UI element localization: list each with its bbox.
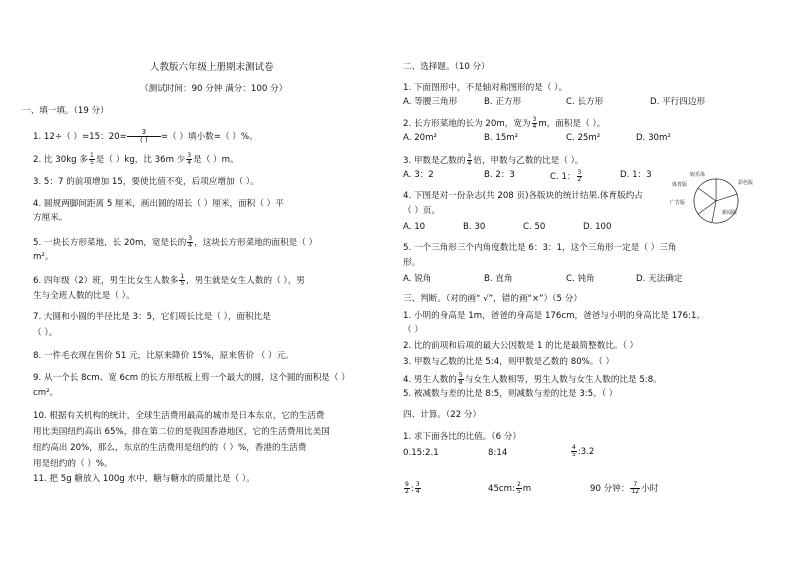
question-6-line2: 生与全班人数的比是（ ）。 [33, 291, 135, 301]
q1-part-b: =（ ）填小数=（ ）%。 [160, 132, 258, 142]
q6-fraction [179, 274, 185, 287]
calc-item-2: 8:14 [488, 448, 508, 458]
choice-4-option-c: C. 50 [523, 222, 546, 232]
calc-6-part-a: 90 分钟： [590, 484, 630, 494]
question-10-line2: 用比美国纽约高出 65%，排在第二位的是我国香港地区，它的生活费用比美国 [33, 427, 330, 437]
choice-question-4-line1: 4. 下图是对一份杂志(共 208 页)各版块的统计结果.体育版约占 [403, 191, 643, 201]
judge-4-frac-num: 5 [458, 372, 463, 379]
pie-label-3: 体育版 [672, 182, 688, 188]
section-heading-judge: 三、判断。（对的画“ √”，错的画“×”）（5 分） [403, 294, 582, 304]
pie-label-4: 彩色版 [738, 180, 754, 186]
calc-4-b-num: 3 [415, 481, 420, 488]
calc-5-frac-num: 2 [516, 481, 521, 488]
q2-part-a: 2. 比 30kg 多 [33, 155, 88, 165]
choice-3-option-a: A. 3：2 [403, 170, 434, 180]
choice-4-option-a: A. 10 [403, 222, 426, 232]
calc-question-1: 1. 求下面各比的比值。（6 分） [403, 432, 521, 442]
q5-frac-num: 3 [188, 235, 193, 242]
q6-part-a: 6. 四年级（2）班，男生比女生人数多 [33, 276, 179, 286]
choice-4-option-d: D. 100 [583, 222, 612, 232]
q2-frac1-num: 1 [89, 152, 94, 159]
choice-5-option-b: B. 直角 [484, 274, 513, 284]
question-9-line1: 9. 从一个长 8cm、宽 6cm 的长方形纸板上剪一个最大的圆，这个圆的面积是（ ） [33, 373, 350, 383]
q5-part-a: 5. 一块长方形菜地，长 20m，宽是长的 [33, 238, 187, 248]
calc-4-fraction-b [415, 482, 421, 495]
question-10-line3: 纽约高出 20%，那么，东京的生活费用是纽约的（ ）%，香港的生活费 [33, 443, 307, 453]
calc-5-part-a: 45cm: [488, 484, 515, 494]
calc-item-3-rest: :3.2 [577, 447, 595, 457]
q1-fraction-num: 3 [127, 129, 161, 137]
question-5-line1 [33, 236, 317, 249]
judge-4-frac-den: 8 [458, 379, 463, 386]
pie-label-2: 新闻版 [722, 210, 738, 216]
question-9-line2: cm²。 [33, 388, 59, 398]
choice-5-option-d: D. 无法确定 [636, 274, 683, 284]
judge-4-fraction [458, 373, 464, 386]
calc-4-a-num: 9 [405, 481, 409, 488]
calc-item-1: 0.15:2.1 [403, 448, 439, 458]
choice-3c-frac-den: 2 [577, 176, 582, 183]
calc-item-6 [590, 482, 658, 495]
calc-6-fraction [630, 482, 640, 495]
calc-3-frac-den: 5 [572, 451, 576, 458]
q2-frac2-den: 4 [187, 159, 192, 166]
choice-1-option-a: A. 等腰三角形 [403, 97, 458, 107]
choice-3-part-b: 倍，甲数与乙数的比是（ ）。 [473, 156, 584, 166]
choice-2-part-a: 2. 长方形菜地的长为 20m，宽为 [403, 119, 531, 129]
calc-item-4 [403, 482, 422, 495]
choice-3-part-a: 3. 甲数是乙数的 [403, 156, 466, 166]
choice-1-option-d: D. 平行四边形 [650, 97, 706, 107]
choice-question-1: 1. 下面图形中，不是轴对称图形的是（ ）。 [403, 83, 568, 93]
choice-2-fraction [532, 117, 538, 130]
calc-item-3-fraction [571, 445, 577, 458]
question-3: 3. 5：7 的前项增加 15，要使比值不变，后项应增加（ ）。 [33, 177, 259, 187]
choice-2-option-d: D. 30m² [636, 133, 671, 143]
choice-3-option-d: D. 1：3 [620, 170, 652, 180]
calc-4-a-den: 2 [405, 488, 409, 495]
choice-3-frac-num: 3 [467, 153, 472, 160]
calc-5-fraction [516, 482, 522, 495]
choice-5-option-a: A. 锐角 [403, 274, 432, 284]
judge-question-4 [403, 373, 662, 386]
choice-3-option-b: B. 2：3 [484, 170, 515, 180]
question-5-line2: m²。 [33, 252, 54, 262]
judge-4-part-b: 与女生人数相等，男生人数与女生人数的比是 5:8。 [464, 375, 662, 385]
choice-2-option-a: A. 20m² [403, 133, 437, 143]
pie-label-1: 娱乐体 [690, 172, 706, 178]
calc-4-b-den: 4 [415, 488, 420, 495]
choice-2-option-b: B. 15m² [484, 133, 519, 143]
judge-question-1-answer: （ ） [403, 325, 423, 335]
question-10-line1: 10. 根据有关机构的统计，全球生活费用最高的城市是日本东京，它的生活费 [33, 411, 325, 421]
choice-3c-frac-num: 3 [577, 169, 582, 176]
choice-question-5-line1: 5. 一个三角形三个内角度数比是 6：3：1，这个三角形一定是（ ）三角 [403, 243, 677, 253]
q6-frac-den: 5 [180, 280, 185, 287]
question-11: 11. 把 5g 糖放入 100g 水中，糖与糖水的质量比是（ ）。 [33, 474, 255, 484]
question-4-line2: 方厘米。 [33, 213, 68, 223]
choice-3-frac-den: 4 [467, 160, 472, 167]
calc-item-3 [570, 445, 594, 458]
pie-chart [670, 172, 756, 228]
choice-2-frac-num: 3 [532, 116, 537, 123]
calc-6-frac-num: 7 [630, 482, 640, 489]
exam-meta: （测试时间：90 分钟 满分：100 分） [140, 84, 288, 94]
q1-fraction [127, 129, 161, 144]
question-1 [33, 129, 258, 144]
question-8: 8. 一件毛衣现在售价 51 元，比原来降价 15%，原来售价 （ ）元。 [33, 351, 294, 361]
q2-part-c: 是（ ）m。 [193, 155, 239, 165]
question-7-line2: （ ）。 [33, 328, 58, 338]
q1-fraction-den: ( ) [140, 136, 148, 144]
calc-6-frac-den: 12 [631, 488, 640, 495]
judge-4-part-a: 4. 男生人数的 [403, 375, 457, 385]
section-heading-calc: 四、计算。（22 分） [403, 410, 482, 420]
q2-part-b: 是（ ）kg，比 36m 少 [95, 155, 186, 165]
q5-part-b: ，这块长方形菜地的面积是（ ） [194, 238, 318, 248]
choice-question-2 [403, 117, 605, 130]
section-heading-choice: 二、选择题。（10 分） [403, 62, 490, 72]
choice-1-option-b: B. 正方形 [484, 97, 522, 107]
question-7-line1: 7. 大圆和小圆的半径比是 3：5，它们周长比是（ ），面积比是 [33, 312, 271, 322]
choice-question-4-line2: （ ）页。 [403, 206, 441, 216]
q5-frac-den: 4 [188, 242, 193, 249]
q5-fraction [187, 236, 193, 249]
pie-label-5: 广告版 [670, 200, 686, 206]
choice-question-5-line2: 形。 [403, 258, 421, 268]
choice-2-option-c: C. 25m² [566, 133, 601, 143]
judge-question-2: 2. 比的前项和后项的最大公因数是 1 的比是最简整数比。（ ） [403, 341, 639, 351]
q6-frac-num: 1 [180, 273, 185, 280]
calc-5-part-b: m [522, 484, 532, 494]
section-heading-fill: 一、填一填。（19 分） [22, 106, 109, 116]
q2-fraction-1 [89, 153, 95, 166]
q1-part-a: 1. 12÷（ ）=15：20= [33, 132, 127, 142]
choice-2-part-b: m，面积是（ ）。 [538, 119, 606, 129]
question-6-line1 [33, 274, 305, 287]
calc-4-fraction-a [404, 482, 410, 495]
choice-4-option-b: B. 30 [463, 222, 486, 232]
judge-question-1: 1. 小明的身高是 1m，爸爸的身高是 176cm，爸爸与小明的身高比是 176:1。 [403, 311, 706, 321]
choice-3-fraction [467, 154, 473, 167]
q6-part-b: ，男生就是女生人数的（ ），男 [186, 276, 305, 286]
choice-3-option-c [550, 170, 583, 183]
calc-4-colon: : [410, 484, 414, 494]
choice-5-option-c: C. 钝角 [566, 274, 595, 284]
page-title: 人教版六年级上册期末测试卷 [150, 62, 274, 73]
question-4-line1: 4. 圆规两脚间距离 5 厘米，画出圆的周长（ ）厘米，面积（ ）平 [33, 199, 284, 209]
calc-item-5 [488, 482, 531, 495]
calc-5-frac-den: 5 [516, 488, 521, 495]
choice-2-frac-den: 4 [532, 123, 537, 130]
calc-3-frac-num: 4 [572, 444, 576, 451]
calc-6-part-b: 小时 [641, 484, 659, 494]
judge-question-5: 5. 被减数与差的比是 8:5，则减数与差的比是 3:5。（ ） [403, 389, 618, 399]
q2-frac2-num: 3 [187, 152, 192, 159]
choice-question-3 [403, 154, 583, 167]
question-2 [33, 153, 239, 166]
judge-question-3: 3. 甲数与乙数的比是 5:4，则甲数是乙数的 80%。（ ） [403, 357, 615, 367]
choice-3-option-c-label: C. 1： [550, 172, 576, 182]
choice-3-option-c-fraction [577, 170, 583, 183]
q2-fraction-2 [186, 153, 192, 166]
q2-frac1-den: 5 [89, 159, 94, 166]
choice-1-option-c: C. 长方形 [566, 97, 604, 107]
question-10-line4: 用是纽约的（ ）%。 [33, 459, 113, 469]
